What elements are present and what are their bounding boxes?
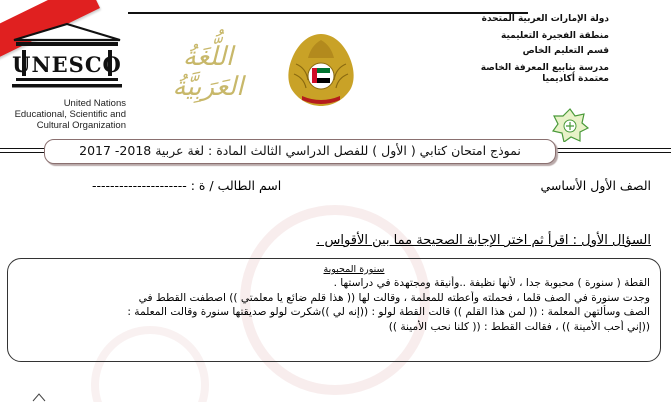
education-zone: منطقة الفجيرة التعليمية xyxy=(501,31,609,41)
school-name: مدرسة ينابيع المعرفة الخاصة xyxy=(480,63,609,73)
country-name: دولة الإمارات العربية المتحدة xyxy=(481,14,609,24)
caret-up-icon xyxy=(32,392,46,402)
school-header xyxy=(434,14,609,85)
question-heading: السؤال الأول : اقرأ ثم اختر الإجابة الصحيحة مما بين الأقواس . xyxy=(316,233,651,248)
uae-emblem-icon xyxy=(282,28,360,110)
exam-title: نموذج امتحان كتابي ( الأول ) للفصل الدراسي الثالث المادة : لغة عربية 2018- 2017 xyxy=(44,139,556,164)
department-name: قسم التعليم الخاص xyxy=(522,46,609,56)
unesco-logo xyxy=(8,22,126,132)
student-name-field: اسم الطالب / ة : --------------------- xyxy=(92,178,282,193)
unesco-caption-line: United Nations xyxy=(63,98,126,109)
unesco-caption xyxy=(8,98,126,131)
story-box xyxy=(7,258,661,362)
story-line: الصف وسألتهن المعلمة : (( لمن هذا القلم )) قالت القطة لولو : ((إنه لي ))شكرت لولو صديقتها سنورة وقالت المعلمة : xyxy=(127,306,650,318)
unesco-wordmark: UNESCO xyxy=(12,52,122,77)
story-title: سنورة المحبوبة xyxy=(323,264,385,275)
arabic-language-logo: اللُّغَةُ العَرَبِيَّةُ xyxy=(172,42,244,102)
story-line: وجدت سنورة في الصف قلما ، فحملته وأعطته للمعلمة ، وقالت لها (( هذا قلم ضائع يا معلمتي )) اصطفت القطط في xyxy=(138,291,650,304)
student-info-row xyxy=(0,178,671,198)
story-line: ((إني أحب الأمينة )) ، فقالت القطط : (( كلنا نحب الأمينة )) xyxy=(388,320,650,333)
unesco-caption-line: Educational, Scientific and xyxy=(14,109,126,120)
grade-label: الصف الأول الأساسي xyxy=(540,178,651,193)
unesco-temple-icon xyxy=(8,22,126,94)
story-line: القطة ( سنورة ) محبوبة جدا ، لأنها نظيفة ..وأنيقة ومجتهدة في دراستها . xyxy=(333,277,650,289)
accreditation: معتمدة أكاديميا xyxy=(542,74,609,84)
school-seal-icon xyxy=(551,108,589,142)
unesco-caption-line: Cultural Organization xyxy=(36,120,126,131)
